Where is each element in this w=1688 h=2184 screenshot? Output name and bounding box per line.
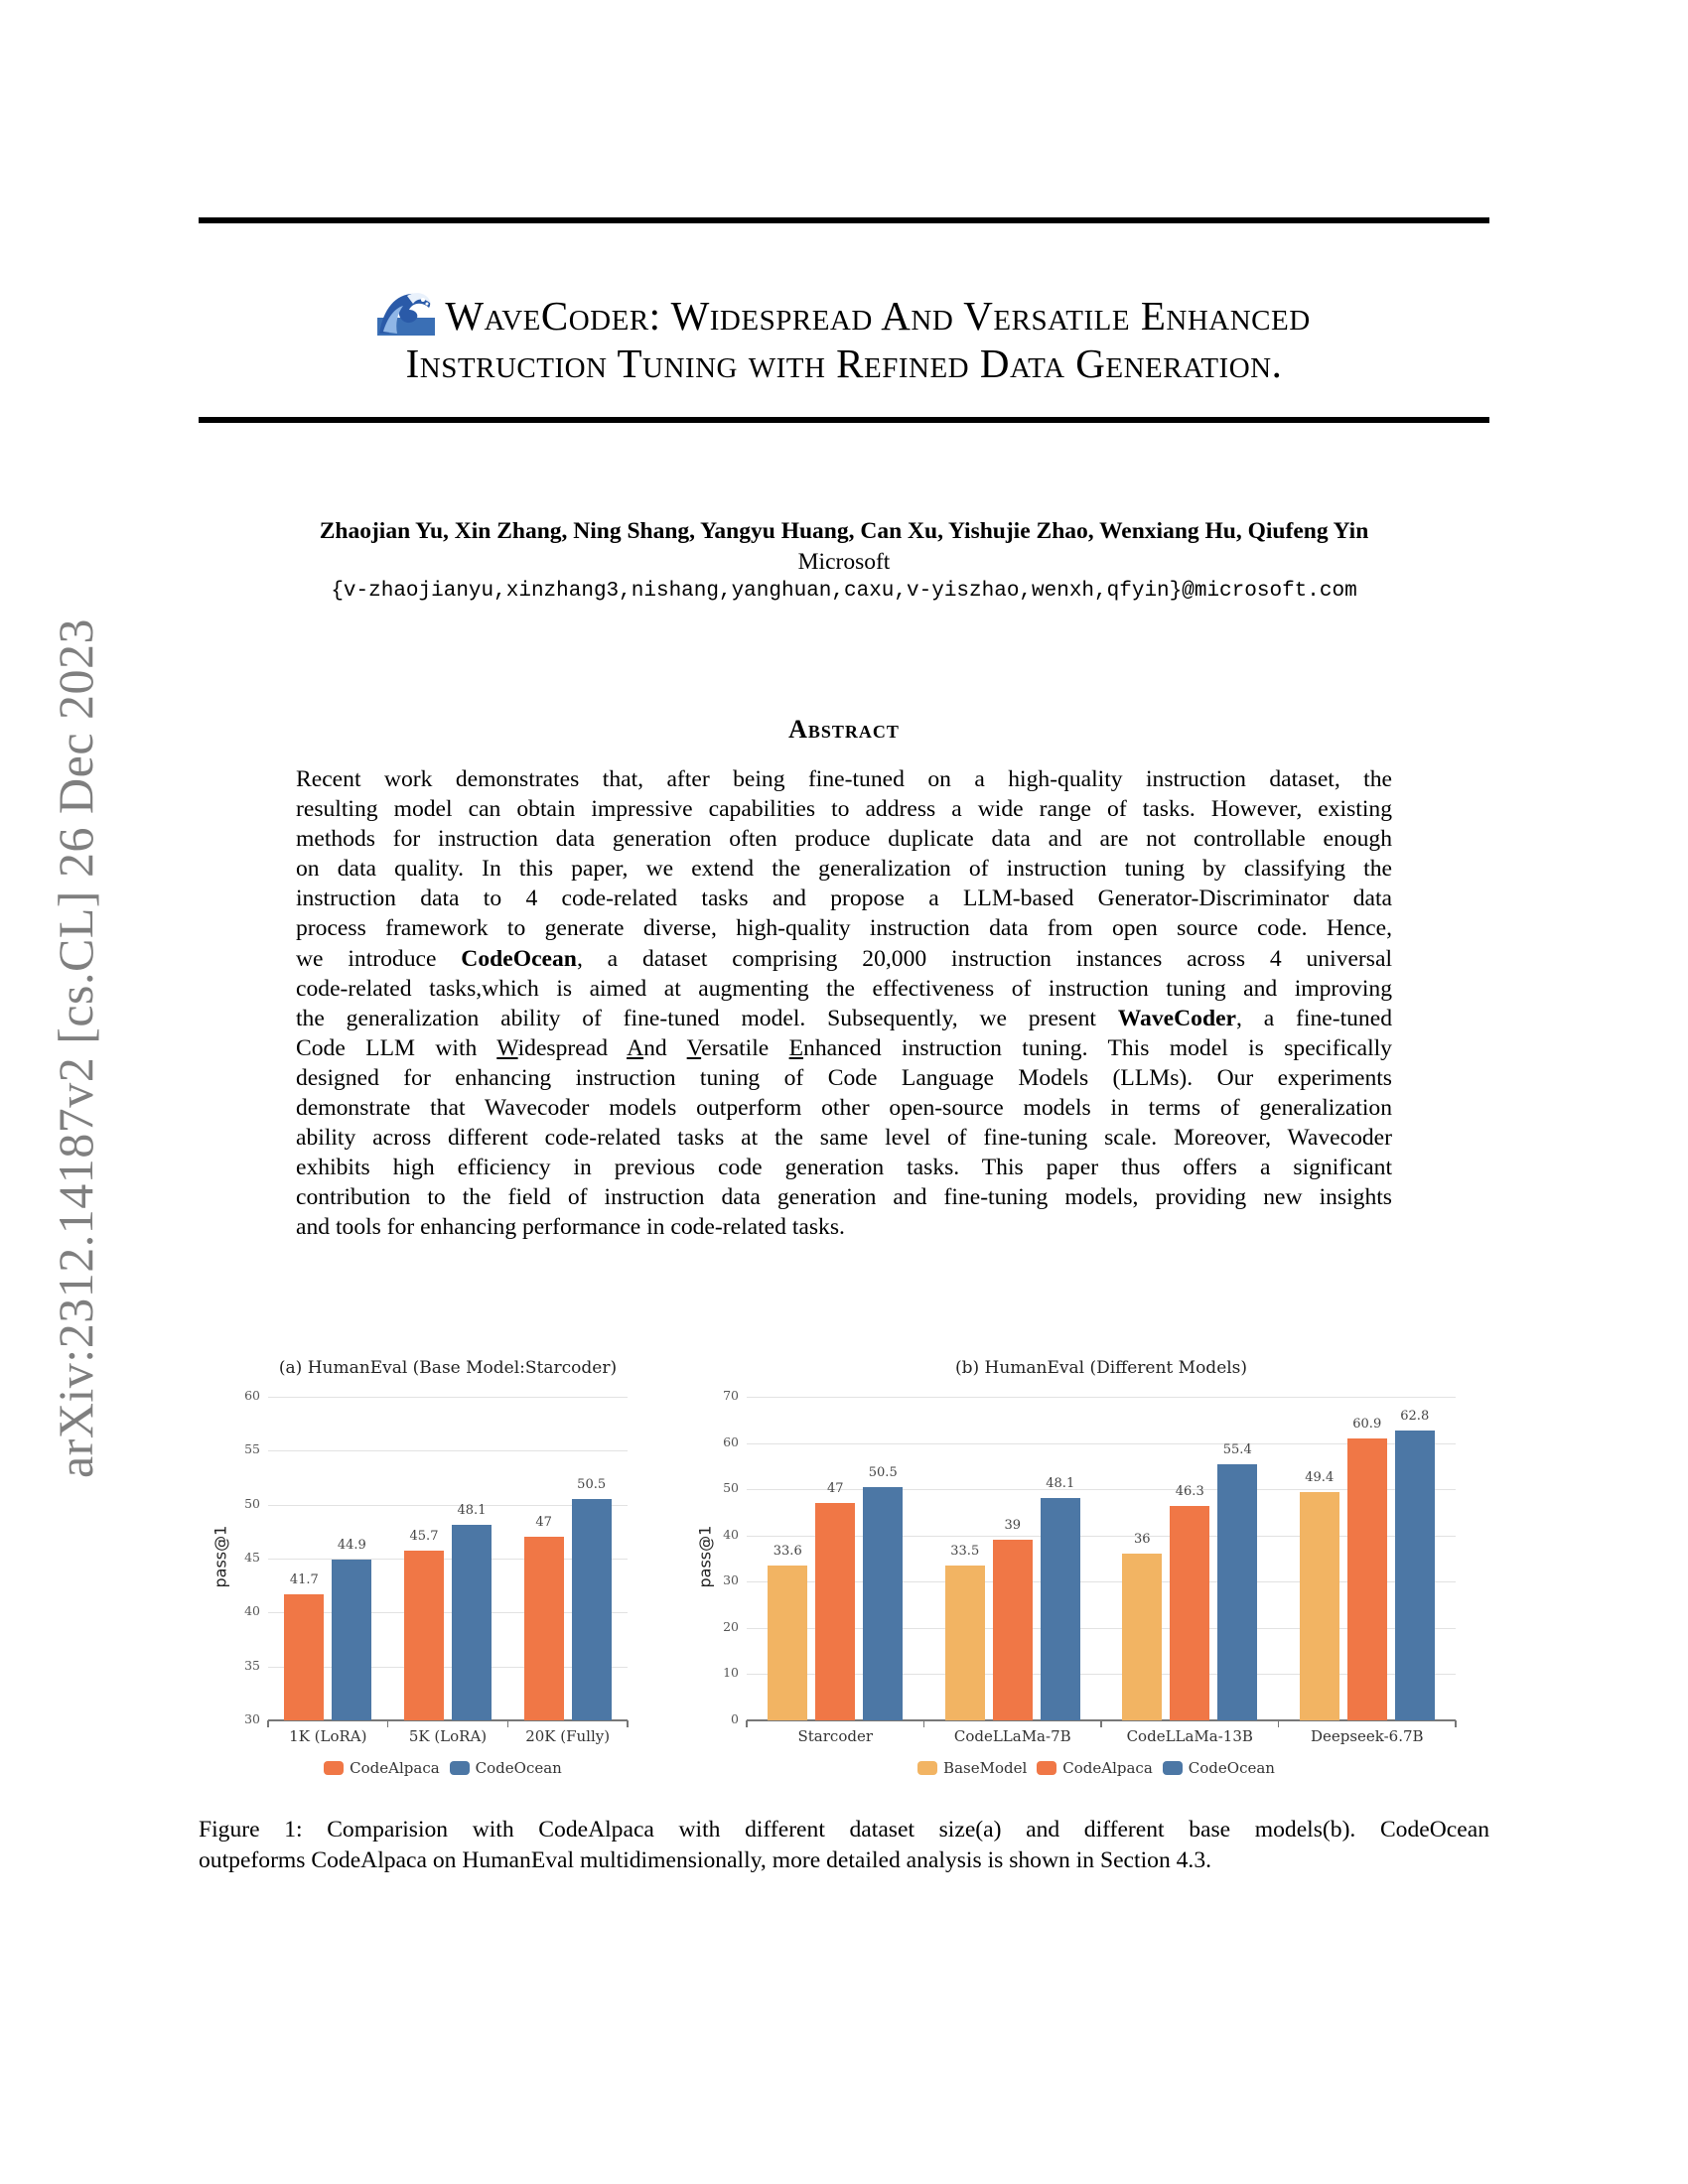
bar-codeocean xyxy=(1041,1498,1080,1720)
x-category-label: Starcoder xyxy=(797,1727,873,1745)
bar-basemodel xyxy=(1122,1554,1162,1720)
y-tick-label: 50 xyxy=(723,1480,739,1496)
bar-value-label: 49.4 xyxy=(1305,1469,1335,1485)
legend-swatch xyxy=(1037,1761,1056,1775)
bar-value-label: 47 xyxy=(535,1515,552,1531)
title-text-1: WaveCoder: Widespread And Versatile Enhanced xyxy=(445,293,1311,339)
x-category-label: Deepseek-6.7B xyxy=(1310,1727,1424,1745)
bar-basemodel xyxy=(768,1566,807,1720)
legend-label: BaseModel xyxy=(943,1759,1028,1777)
legend-item-codealpaca xyxy=(1037,1759,1153,1777)
y-tick-label: 40 xyxy=(723,1526,739,1542)
y-tick-label: 50 xyxy=(244,1495,260,1511)
abstract-line: designed for enhancing instruction tuning of Code Language Models (LLMs). Our experiments xyxy=(296,1064,1392,1091)
y-tick-label: 35 xyxy=(244,1657,260,1673)
y-tick-label: 40 xyxy=(244,1603,260,1619)
bar-value-label: 62.8 xyxy=(1400,1408,1430,1424)
y-tick-label: 20 xyxy=(723,1618,739,1634)
bar-value-label: 48.1 xyxy=(1046,1475,1075,1491)
x-category-label: CodeLLaMa-7B xyxy=(953,1727,1071,1745)
bar-value-label: 55.4 xyxy=(1222,1441,1252,1457)
gridline xyxy=(747,1397,1456,1398)
chart-title: (a) HumanEval (Base Model:Starcoder) xyxy=(278,1358,618,1378)
x-tick xyxy=(923,1720,925,1727)
y-axis-label: pass@1 xyxy=(695,1525,715,1588)
bar-value-label: 33.5 xyxy=(950,1543,980,1559)
bar-codealpaca xyxy=(1347,1438,1387,1720)
legend-label: CodeAlpaca xyxy=(1062,1759,1153,1777)
author-list: Zhaojian Yu, Xin Zhang, Ning Shang, Yangyu Huang, Can Xu, Yishujie Zhao, Wenxiang Hu, Qiufeng Yin xyxy=(319,518,1369,544)
bar-value-label: 50.5 xyxy=(577,1477,607,1493)
y-tick-label: 30 xyxy=(244,1711,260,1726)
caption-line: Figure 1: Comparision with CodeAlpaca with different dataset size(a) and different base models(b). CodeOcean xyxy=(199,1817,1489,1843)
arxiv-identifier: arXiv:2312.14187v2 [cs.CL] 26 Dec 2023 xyxy=(48,617,103,1479)
legend-label: CodeAlpaca xyxy=(350,1759,440,1777)
bar-basemodel xyxy=(945,1566,985,1720)
chart-title: (b) HumanEval (Different Models) xyxy=(954,1358,1248,1378)
bar-value-label: 44.9 xyxy=(337,1538,366,1554)
caption-line: outpeforms CodeAlpaca on HumanEval multidimensionally, more detailed analysis is shown in Section 4.3. xyxy=(199,1847,1212,1873)
bar-value-label: 39 xyxy=(1004,1518,1022,1534)
abstract-line: demonstrate that Wavecoder models outperform other open-source models in terms of generalization xyxy=(296,1095,1392,1122)
x-category-label: CodeLLaMa-13B xyxy=(1126,1727,1253,1745)
y-tick-label: 30 xyxy=(723,1572,739,1588)
abstract-line: exhibits high efficiency in previous code generation tasks. This paper thus offers a significant xyxy=(296,1155,1392,1181)
bar-value-label: 36 xyxy=(1133,1532,1151,1548)
bar-codeocean xyxy=(1217,1464,1257,1720)
bar-value-label: 41.7 xyxy=(289,1571,319,1587)
abstract-line: on data quality. In this paper, we extend the generalization of instruction tuning by classifying the xyxy=(296,856,1392,883)
bar-value-label: 47 xyxy=(826,1481,844,1497)
bar-codealpaca xyxy=(1170,1506,1209,1720)
x-category-label: 5K (LoRA) xyxy=(408,1727,488,1745)
y-tick-label: 60 xyxy=(723,1433,739,1449)
bar-value-label: 33.6 xyxy=(773,1543,802,1559)
abstract-line: contribution to the field of instruction data generation and fine-tuning models, providing new insights xyxy=(296,1184,1392,1211)
abstract-line: the generalization ability of fine-tuned model. Subsequently, we present WaveCoder, a fine-tuned xyxy=(296,1005,1393,1031)
bar-value-label: 48.1 xyxy=(457,1503,487,1519)
bar-codeocean xyxy=(863,1487,903,1720)
legend-item-basemodel xyxy=(917,1759,1027,1777)
bar-value-label: 45.7 xyxy=(409,1529,439,1545)
legend-item-codeocean xyxy=(1163,1759,1275,1777)
abstract-line: process framework to generate diverse, high-quality instruction data from open source code. Hence, xyxy=(296,915,1392,942)
bar-codeocean xyxy=(1395,1431,1435,1720)
y-tick-label: 45 xyxy=(244,1550,260,1565)
x-tick xyxy=(1455,1720,1457,1727)
abstract-heading: Abstract xyxy=(788,715,900,744)
x-tick xyxy=(746,1720,748,1727)
bar-value-label: 46.3 xyxy=(1175,1484,1204,1500)
affiliation: Microsoft xyxy=(797,549,891,575)
abstract-line: code-related tasks,which is aimed at augmenting the effectiveness of instruction tuning and improving xyxy=(296,975,1392,1002)
abstract-line: ability across different code-related tasks at the same level of fine-tuning scale. Moreover, Wavecoder xyxy=(296,1125,1392,1152)
abstract-line: Code LLM with Widespread And Versatile Enhanced instruction tuning. This model is specifically xyxy=(296,1034,1392,1061)
bar-value-label: 50.5 xyxy=(868,1464,898,1480)
legend-label: CodeOcean xyxy=(475,1759,562,1777)
legend-label: CodeOcean xyxy=(1188,1759,1275,1777)
x-category-label: 20K (Fully) xyxy=(525,1727,611,1745)
legend-swatch xyxy=(917,1761,937,1775)
y-axis-label: pass@1 xyxy=(211,1525,230,1588)
x-category-label: 1K (LoRA) xyxy=(289,1727,367,1745)
abstract-line: resulting model can obtain impressive capabilities to address a wide range of tasks. However, existing xyxy=(296,796,1392,823)
bar-codealpaca xyxy=(815,1503,855,1720)
abstract-line: instruction data to 4 code-related tasks and propose a LLM-based Generator-Discriminator data xyxy=(296,886,1392,912)
y-tick-label: 10 xyxy=(723,1665,739,1681)
abstract-line: Recent work demonstrates that, after being fine-tuned on a high-quality instruction dataset, the xyxy=(296,766,1392,792)
y-tick-label: 55 xyxy=(244,1441,260,1457)
abstract-line: we introduce CodeOcean, a dataset comprising 20,000 instruction instances across 4 universal xyxy=(296,945,1392,972)
x-tick xyxy=(1100,1720,1102,1727)
figure-caption xyxy=(199,1815,1489,1876)
bar-value-label: 60.9 xyxy=(1352,1417,1382,1433)
author-emails: {v-zhaojianyu,xinzhang3,nishang,yanghuan,caxu,v-yiszhao,wenxh,qfyin}@microsoft.com xyxy=(331,580,1357,603)
bar-codealpaca xyxy=(993,1540,1033,1720)
abstract-line: methods for instruction data generation often produce duplicate data and are not controllable enough xyxy=(296,826,1392,853)
x-tick xyxy=(1278,1720,1280,1727)
bar-basemodel xyxy=(1300,1492,1339,1720)
legend-swatch xyxy=(1163,1761,1183,1775)
y-tick-label: 0 xyxy=(731,1711,739,1726)
title-text-2: Instruction Tuning with Refined Data Generation. xyxy=(405,341,1283,386)
y-tick-label: 60 xyxy=(244,1388,260,1403)
y-tick-label: 70 xyxy=(723,1388,739,1403)
abstract-line: and tools for enhancing performance in code-related tasks. xyxy=(296,1214,845,1241)
chart-legend xyxy=(747,1759,1456,1777)
